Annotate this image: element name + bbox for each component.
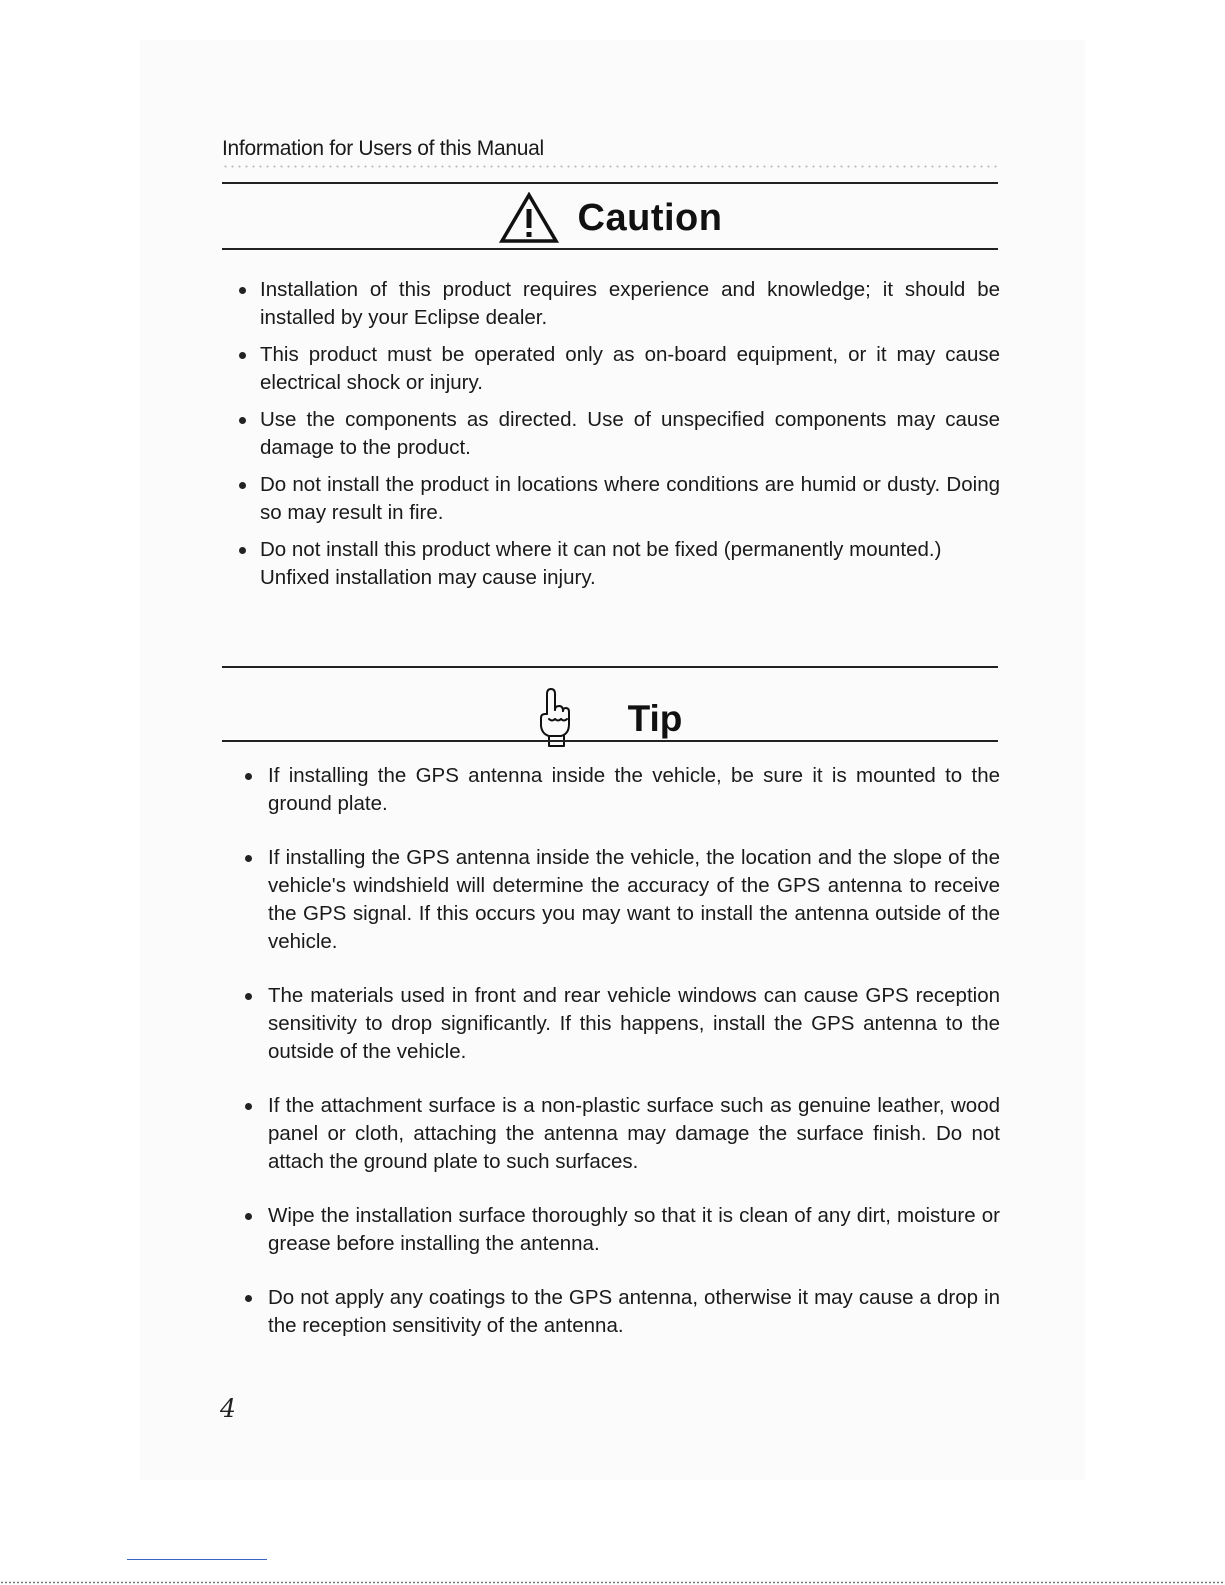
list-item: If installing the GPS antenna inside the vehicle, be sure it is mounted to the ground plate. bbox=[244, 762, 1000, 818]
caution-bottom-rule bbox=[222, 248, 998, 250]
list-item bbox=[236, 536, 1000, 592]
tip-heading bbox=[222, 688, 998, 740]
caution-list bbox=[236, 276, 1000, 601]
bottom-dotted-border bbox=[0, 1581, 1225, 1584]
caution-title: Caution bbox=[577, 196, 723, 239]
warning-triangle-icon bbox=[498, 192, 560, 244]
tip-top-rule bbox=[222, 666, 998, 668]
list-item: This product must be operated only as on-board equipment, or it may cause electrical shock or injury. bbox=[236, 341, 1000, 397]
list-item: Do not apply any coatings to the GPS antenna, otherwise it may cause a drop in the reception sensitivity of the antenna. bbox=[244, 1284, 1000, 1340]
list-item: If the attachment surface is a non-plastic surface such as genuine leather, wood panel or cloth, attaching the antenna may damage the surface finish. Do not attach the ground plate to such surfaces. bbox=[244, 1092, 1000, 1176]
list-item: If installing the GPS antenna inside the vehicle, the location and the slope of the vehicle's windshield will determine the accuracy of the GPS antenna to receive the GPS signal. If this occurs you may want to install the antenna outside of the vehicle. bbox=[244, 844, 1000, 956]
caution-top-rule bbox=[222, 182, 998, 184]
list-item-text: Do not install this product where it can not be fixed (permanently mounted.) bbox=[260, 538, 942, 561]
list-item: Do not install the product in locations where conditions are humid or dusty. Doing so may result in fire. bbox=[236, 471, 1000, 527]
tip-bottom-rule bbox=[222, 740, 998, 742]
tip-list bbox=[244, 762, 1000, 1366]
running-header: Information for Users of this Manual bbox=[222, 137, 544, 160]
list-item: The materials used in front and rear vehicle windows can cause GPS reception sensitivity to drop significantly. If this happens, install the GPS antenna to the outside of the vehicle. bbox=[244, 982, 1000, 1066]
page-number: 4 bbox=[220, 1394, 236, 1423]
list-item-text: Unfixed installation may cause injury. bbox=[260, 566, 596, 589]
list-item: Wipe the installation surface thoroughly so that it is clean of any dirt, moisture or grease before installing the antenna. bbox=[244, 1202, 1000, 1258]
caution-heading bbox=[222, 192, 998, 244]
bottom-link-underline bbox=[127, 1559, 267, 1560]
list-item: Installation of this product requires experience and knowledge; it should be installed by your Eclipse dealer. bbox=[236, 276, 1000, 332]
tip-title: Tip bbox=[627, 698, 683, 739]
header-dotted-line bbox=[222, 165, 997, 168]
list-item: Use the components as directed. Use of unspecified components may cause damage to the product. bbox=[236, 406, 1000, 462]
